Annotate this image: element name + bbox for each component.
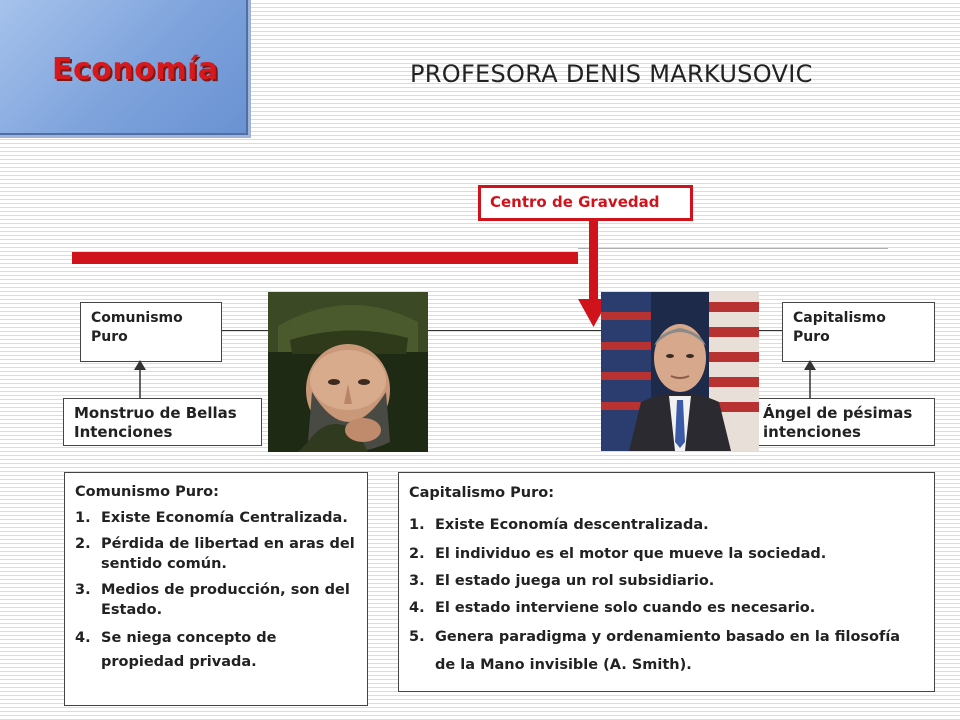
list-item-number: 3. (75, 582, 91, 598)
list-item-text: El estado interviene solo cuando es necesario. (435, 600, 816, 616)
author-name: PROFESORA DENIS MARKUSOVIC (410, 60, 813, 88)
list-item-number: 4. (409, 600, 425, 616)
pole-capitalism (782, 302, 935, 362)
list-item (75, 580, 357, 620)
photo-capitalism-leader (601, 292, 759, 451)
list-item-number: 4. (75, 630, 91, 646)
communism-details-list (75, 508, 357, 674)
list-item-text: Existe Economía Centralizada. (101, 510, 348, 526)
page-title: Economía (52, 52, 219, 87)
list-item-number: 5. (409, 629, 425, 645)
caption-right-text: Ángel de pésimas intenciones (763, 404, 913, 441)
pole-capitalism-label: Capitalismo Puro (793, 310, 886, 345)
list-item-text: El estado juega un rol subsidiario. (435, 573, 715, 589)
capitalism-details-heading: Capitalismo Puro: (409, 485, 555, 501)
list-item-number: 1. (409, 517, 425, 533)
list-item-text: Pérdida de libertad en aras del sentido común. (101, 536, 355, 572)
list-item-number: 3. (409, 573, 425, 589)
caption-left-text: Monstruo de Bellas Intenciones (74, 404, 237, 441)
capitalism-details-panel (398, 472, 935, 692)
list-item (409, 542, 924, 566)
list-item-number: 1. (75, 510, 91, 526)
list-item-number: 2. (409, 546, 425, 562)
list-item (409, 513, 924, 537)
capitalism-details-list (409, 513, 924, 679)
list-item (409, 623, 924, 679)
communism-details-panel (64, 472, 368, 706)
center-of-gravity-label: Centro de Gravedad (490, 193, 660, 211)
list-item (409, 596, 924, 620)
communism-details-heading: Comunismo Puro: (75, 484, 219, 500)
list-item-text: Genera paradigma y ordenamiento basado en la filosofía de la Mano invisible (A. Smith). (435, 629, 901, 673)
caption-right (756, 398, 935, 446)
up-arrow-left-icon (132, 360, 148, 400)
list-item (75, 626, 357, 674)
pole-communism (80, 302, 222, 362)
list-item-text: Medios de producción, son del Estado. (101, 582, 350, 618)
list-item-text: El individuo es el motor que mueve la sociedad. (435, 546, 827, 562)
up-arrow-right-icon (802, 360, 818, 400)
list-item (75, 508, 357, 528)
caption-left (63, 398, 262, 446)
scale-thin-line (578, 248, 888, 249)
photo-communism-leader (268, 292, 428, 452)
list-item-number: 2. (75, 536, 91, 552)
pole-communism-label: Comunismo Puro (91, 310, 183, 345)
list-item-text: Existe Economía descentralizada. (435, 517, 709, 533)
list-item (75, 534, 357, 574)
red-scale-bar (72, 252, 578, 264)
list-item (409, 569, 924, 593)
list-item-text: Se niega concepto de propiedad privada. (101, 630, 277, 670)
